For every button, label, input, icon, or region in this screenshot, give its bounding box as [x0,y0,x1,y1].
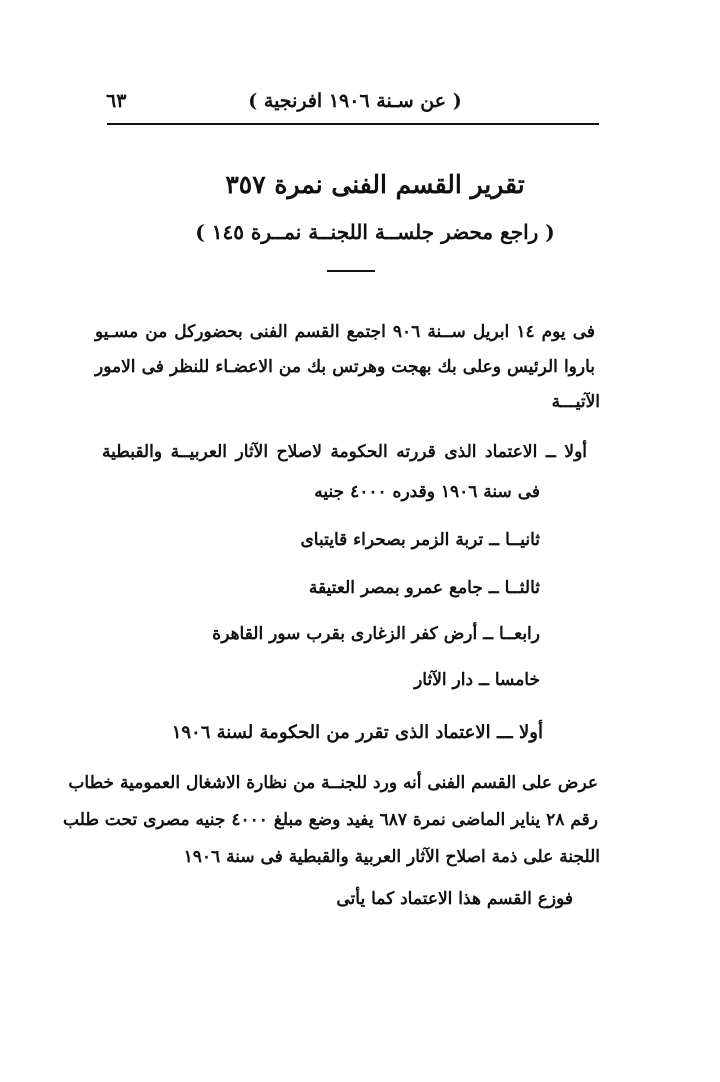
item-5: خامسا ــ دار الآثار [414,670,540,690]
item-1: أولا ــ الاعتماد الذى قررته الحكومة لاصلاح الآثار العربيــة والقبطية [102,442,587,462]
body-line-3: اللجنة على ذمة اصلاح الآثار العربية والقبطية فى سنة ١٩٠٦ [183,847,600,867]
body-line-2: رقم ٢٨ يناير الماضى نمرة ٦٨٧ يفيد وضع مبلغ ٤٠٠٠ جنيه مصرى تحت طلب [63,810,598,830]
intro-line-3: الآتيـــة [551,392,600,412]
page-number: ٦٣ [106,90,127,112]
body-line-4: فوزع القسم هذا الاعتماد كما يأتى [336,889,573,909]
item-4: رابعــا ــ أرض كفر الزغارى بقرب سور القاهرة [212,624,540,644]
intro-line-1: فى يوم ١٤ ابريل ســنة ٩٠٦ اجتمع القسم الفنى بحضوركل من مسـيو [95,322,595,342]
header-divider [107,123,599,125]
title-divider [327,270,375,272]
section-heading: أولا ـــ الاعتماد الذى تقرر من الحكومة لسنة ١٩٠٦ [171,722,543,743]
report-subtitle: ( راجع محضر جلســة اللجنــة نمــرة ١٤٥ ) [195,220,555,244]
item-3: ثالثــا ــ جامع عمرو بمصر العتيقة [308,578,540,598]
report-title: تقرير القسم الفنى نمرة ٣٥٧ [225,170,525,199]
body-line-1: عرض على القسم الفنى أنه ورد للجنــة من نظارة الاشغال العمومية خطاب [68,773,598,793]
item-1-continuation: فى سنة ١٩٠٦ وقدره ٤٠٠٠ جنيه [314,482,540,502]
item-2: ثانيــا ــ تربة الزمر بصحراء قايتباى [300,530,540,550]
running-title: ( عن سـنة ١٩٠٦ افرنجية ) [248,90,462,112]
intro-line-2: باروا الرئيس وعلى بك بهجت وهرتس بك من الاعضـاء للنظر فى الامور [95,357,595,377]
